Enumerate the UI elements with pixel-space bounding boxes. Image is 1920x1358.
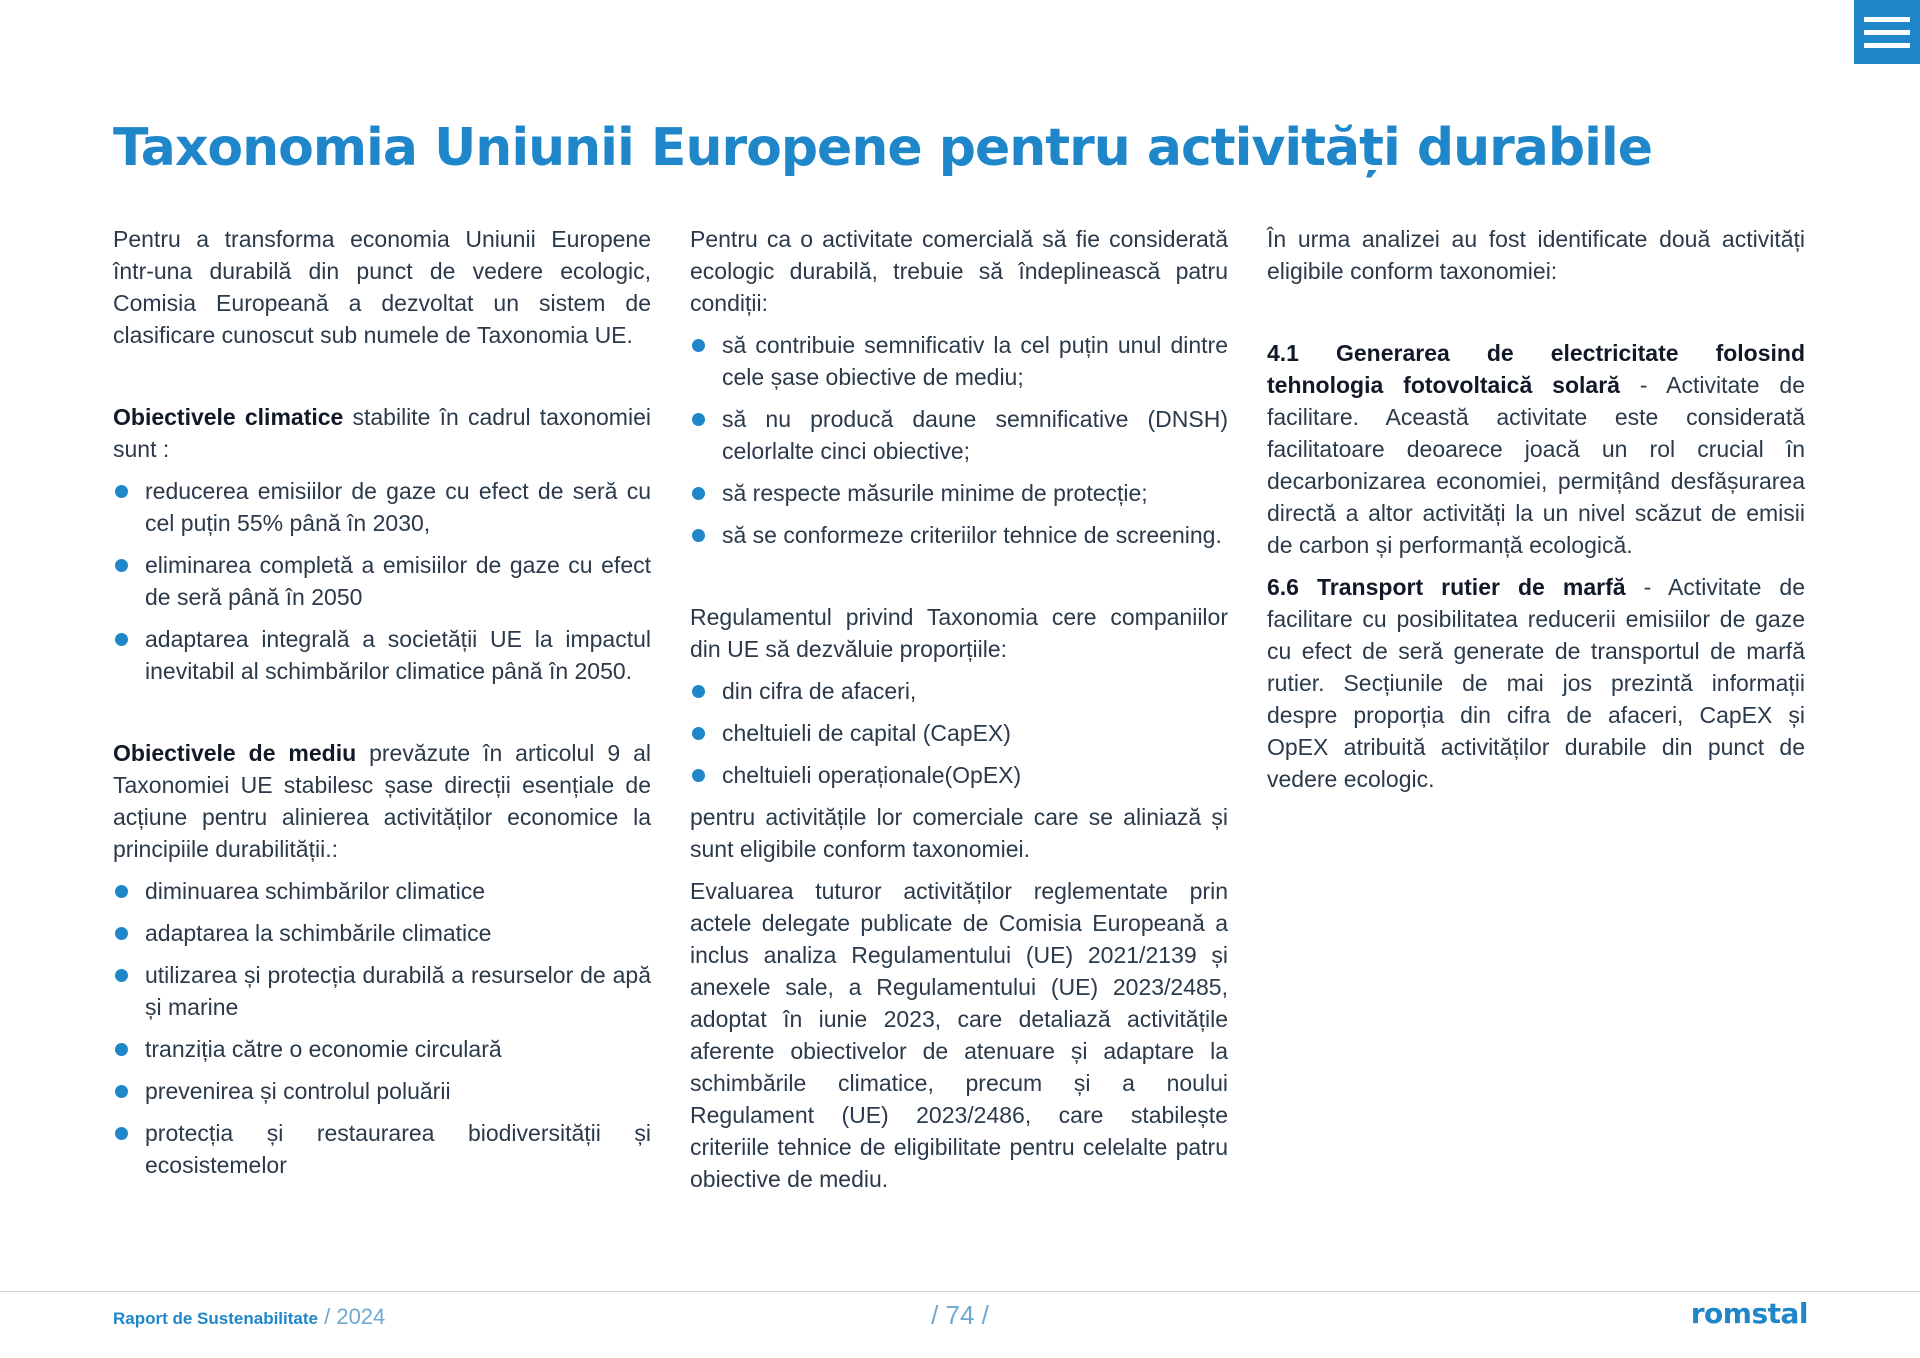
romstal-logo[interactable]: romstal [1690,1297,1808,1330]
list-item-text: reducerea emisiilor de gaze cu efect de seră cu cel puțin 55% până în 2030, [145,478,651,536]
list-item [690,759,1228,791]
list-item [690,675,1228,707]
climate-objectives-text: stabilite în cadrul taxonomiei sunt : [113,404,651,462]
list-item-text: cheltuieli operaționale(OpEX) [722,762,1022,788]
menu-bar [1864,30,1910,35]
environment-objectives-list [113,875,651,1181]
list-item [113,475,651,539]
list-item-text: eliminarea completă a emisiilor de gaze cu efect de seră până în 2050 [145,552,651,610]
climate-objectives-heading: Obiectivele climatice [113,404,344,430]
bullet-icon [692,685,705,698]
list-item-text: prevenirea și controlul poluării [145,1078,451,1104]
list-item-text: adaptarea integrală a societății UE la impactul inevitabil al schimbărilor climatice până în 2050. [145,626,651,684]
environment-objectives-paragraph [113,737,651,865]
activity-2-heading: 6.6 Transport rutier de marfă [1267,574,1626,600]
list-item-text: tranziția către o economie circulară [145,1036,502,1062]
bullet-icon [115,633,128,646]
after-list-paragraph: pentru activitățile lor comerciale care se aliniază și sunt eligibile conform taxonomiei. [690,804,1228,862]
list-item [690,403,1228,467]
column-1 [113,223,651,1191]
report-year: 2024 [336,1304,386,1329]
activity-2-text: - Activitate de facilitare cu posibilitatea reducerii emisiilor de gaze cu efect de seră generate de transportul de marfă rutier. Secțiunile de mai jos prezintă informații despre proporția din cifra de afaceri, CapEX și OpEX atribuită activităților durabile din punct de vedere ecologic. [1267,574,1805,792]
list-item [113,917,651,949]
list-item-text: diminuarea schimbărilor climatice [145,878,486,904]
bullet-icon [115,927,128,940]
column-3 [1267,223,1805,805]
list-item-text: să contribuie semnificativ la cel puțin unul dintre cele șase obiective de mediu; [722,332,1228,390]
regulation-paragraph: Regulamentul privind Taxonomia cere companiilor din UE să dezvăluie proporțiile: [690,604,1228,662]
menu-bar [1864,17,1910,22]
bullet-icon [692,529,705,542]
list-item [690,477,1228,509]
report-title: Raport de Sustenabilitate [113,1309,318,1328]
bullet-icon [692,769,705,782]
list-item-text: protecția și restaurarea biodiversității și ecosistemelor [145,1120,651,1178]
bullet-icon [115,969,128,982]
list-item-text: adaptarea la schimbările climatice [145,920,492,946]
list-item [113,959,651,1023]
year-separator: / [317,1304,337,1329]
list-item [113,1117,651,1181]
list-item [113,1075,651,1107]
bullet-icon [115,559,128,572]
activity-1-heading: 4.1 Generarea de electricitate folosind tehnologia fotovoltaică solară [1267,340,1805,398]
footer-report-label [113,1304,385,1330]
bullet-icon [692,727,705,740]
page-separator-right: / [974,1300,989,1330]
intro-paragraph: Pentru a transforma economia Uniunii Europene într-una durabilă din punct de vedere ecologic, Comisia Europeană a dezvoltat un sistem de clasificare cunoscut sub numele de Taxonomia UE. [113,226,651,348]
climate-objectives-list [113,475,651,687]
page-separator-left: / [931,1300,946,1330]
climate-objectives-paragraph [113,401,651,465]
bullet-icon [115,485,128,498]
list-item-text: să nu producă daune semnificative (DNSH) celorlalte cinci obiective; [722,406,1228,464]
list-item [690,519,1228,551]
bullet-icon [692,487,705,500]
list-item [690,329,1228,393]
activities-intro: În urma analizei au fost identificate două activități eligibile conform taxonomiei: [1267,226,1805,284]
column-2 [690,223,1228,1205]
list-item-text: să se conformeze criteriilor tehnice de screening. [722,522,1222,548]
list-item [113,1033,651,1065]
page-title: Taxonomia Uniunii Europene pentru activități durabile [113,118,1653,178]
list-item [113,623,651,687]
bullet-icon [115,1127,128,1140]
proportions-list [690,675,1228,791]
list-item [113,875,651,907]
hamburger-menu-icon[interactable] [1854,0,1920,64]
bullet-icon [692,339,705,352]
list-item [113,549,651,613]
list-item-text: din cifra de afaceri, [722,678,917,704]
menu-bar [1864,43,1910,48]
list-item-text: să respecte măsurile minime de protecție; [722,480,1148,506]
evaluation-paragraph: Evaluarea tuturor activităților reglementate prin actele delegate publicate de Comisia Europeană a inclus analiza Regulamentului (UE) 2021/2139 și anexele sale, a Regulamentului (UE) 2023/2485, adoptat în iunie 2023, care detaliază activitățile aferente obiectivelor de atenuare și adaptare la schimbările climatice, precum și a noului Regulament (UE) 2023/2486, care stabilește criteriile tehnice de eligibilitate pentru celelalte patru obiective de mediu. [690,878,1228,1192]
bullet-icon [115,1085,128,1098]
bullet-icon [115,885,128,898]
page-number [900,1300,1020,1331]
activity-2-paragraph [1267,571,1805,795]
list-item-text: cheltuieli de capital (CapEX) [722,720,1011,746]
environment-objectives-text: prevăzute în articolul 9 al Taxonomiei UE stabilesc șase direcții esențiale de acțiune pentru alinierea activităților economice la principiile durabilității.: [113,740,651,862]
environment-objectives-heading: Obiectivele de mediu [113,740,357,766]
conditions-intro: Pentru ca o activitate comercială să fie considerată ecologic durabilă, trebuie să îndeplinească patru condiții: [690,226,1228,316]
activity-1-text: - Activitate de facilitare. Această activitate este considerată facilitatoare deoarece joacă un rol crucial în decarbonizarea economiei, permițând desfășurarea directă a altor activități la un nivel scăzut de emisii de carbon și performanță ecologică. [1267,372,1805,558]
bullet-icon [115,1043,128,1056]
footer-divider [0,1291,1920,1292]
activity-1-paragraph [1267,337,1805,561]
bullet-icon [692,413,705,426]
page-number-value: 74 [945,1300,975,1330]
list-item-text: utilizarea și protecția durabilă a resurselor de apă și marine [145,962,651,1020]
conditions-list [690,329,1228,551]
list-item [690,717,1228,749]
